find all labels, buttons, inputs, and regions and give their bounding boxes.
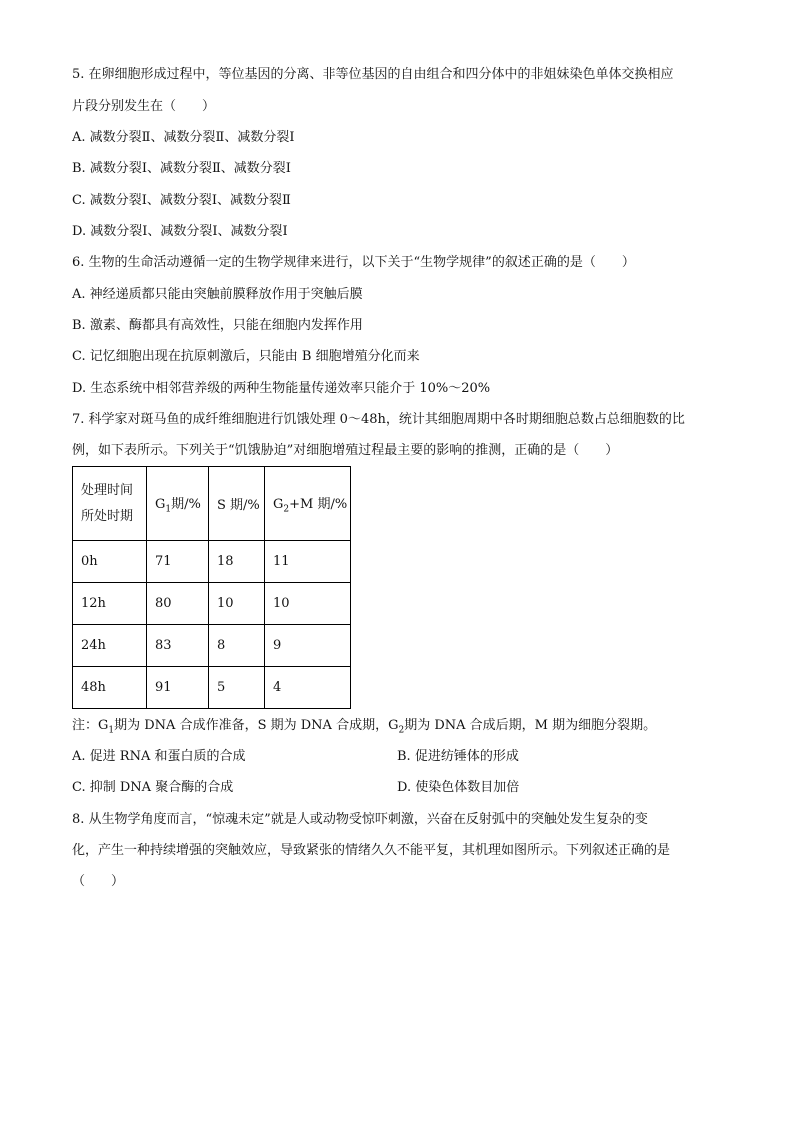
cell-g2m: 10 [265, 583, 351, 625]
q8-stem-line3: （ ） [72, 874, 125, 889]
q7-stem-line2: 例，如下表所示。下列关于“饥饿胁迫”对细胞增殖过程最主要的影响的推测，正确的是（ ） [72, 443, 619, 458]
q7-option-a: A. 促进 RNA 和蛋白质的合成 [72, 749, 246, 764]
table-header-row [73, 467, 351, 541]
cell-cycle-table [72, 466, 351, 709]
q8-stem-line2: 化，产生一种持续增强的突触效应，导致紧张的情绪久久不能平复，其机理如图所示。下列叙述正确的是 [72, 843, 671, 858]
q6-option-d: D. 生态系统中相邻营养级的两种生物能量传递效率只能介于 10%～20% [72, 381, 491, 396]
cell-s: 18 [209, 541, 265, 583]
cell-g2m: 9 [265, 625, 351, 667]
table-row [73, 541, 351, 583]
q6-option-c: C. 记忆细胞出现在抗原刺激后，只能由 B 细胞增殖分化而来 [72, 349, 420, 364]
cell-s: 10 [209, 583, 265, 625]
q7-option-b: B. 促进纺锤体的形成 [397, 749, 519, 764]
q6-stem: 6. 生物的生命活动遵循一定的生物学规律来进行，以下关于“生物学规律”的叙述正确的是（ ） [72, 255, 635, 270]
q5-option-d: D. 减数分裂Ⅰ、减数分裂Ⅰ、减数分裂Ⅰ [72, 224, 288, 239]
cell-g1: 91 [147, 667, 209, 709]
header-time-phase: 处理时间 所处时期 [73, 467, 147, 541]
header-g1: $G_1$期/% [147, 467, 209, 541]
q7-option-d: D. 使染色体数目加倍 [397, 780, 520, 795]
cell-g2m: 11 [265, 541, 351, 583]
cell-s: 5 [209, 667, 265, 709]
cell-s: 8 [209, 625, 265, 667]
q5-option-a: A. 减数分裂Ⅱ、减数分裂Ⅱ、减数分裂Ⅰ [72, 130, 295, 145]
table-row [73, 625, 351, 667]
q5-stem-line1: 5. 在卵细胞形成过程中，等位基因的分离、非等位基因的自由组合和四分体中的非姐妹染色单体交换相应 [72, 67, 674, 82]
q8-stem-line1: 8. 从生物学角度而言，“惊魂未定”就是人或动物受惊吓刺激，兴奋在反射弧中的突触处发生复杂的变 [72, 812, 648, 827]
q7-stem-line1: 7. 科学家对斑马鱼的成纤维细胞进行饥饿处理 0～48h，统计其细胞周期中各时期细胞总数占总细胞数的比 [72, 412, 685, 427]
cell-g1: 83 [147, 625, 209, 667]
q5-option-c: C. 减数分裂Ⅰ、减数分裂Ⅰ、减数分裂Ⅱ [72, 193, 291, 208]
q6-option-b: B. 激素、酶都具有高效性，只能在细胞内发挥作用 [72, 318, 363, 333]
cell-time: 48h [73, 667, 147, 709]
q5-stem-line2: 片段分别发生在（ ） [72, 99, 216, 114]
cell-g1: 71 [147, 541, 209, 583]
header-g2m: $G_2+M$ 期/% [265, 467, 351, 541]
table-row [73, 583, 351, 625]
cell-time: 0h [73, 541, 147, 583]
cell-time: 24h [73, 625, 147, 667]
table-row [73, 667, 351, 709]
q7-option-c: C. 抑制 DNA 聚合酶的合成 [72, 780, 234, 795]
cell-time: 12h [73, 583, 147, 625]
q7-table-note: 注：$G_1$期为 DNA 合成作准备，S 期为 DNA 合成期，$G_2$期为 DNA 合成后期，M 期为细胞分裂期。 [72, 718, 657, 736]
header-s: S 期/% [209, 467, 265, 541]
q5-option-b: B. 减数分裂Ⅰ、减数分裂Ⅱ、减数分裂Ⅰ [72, 161, 291, 176]
cell-g2m: 4 [265, 667, 351, 709]
cell-g1: 80 [147, 583, 209, 625]
q6-option-a: A. 神经递质都只能由突触前膜释放作用于突触后膜 [72, 287, 363, 302]
